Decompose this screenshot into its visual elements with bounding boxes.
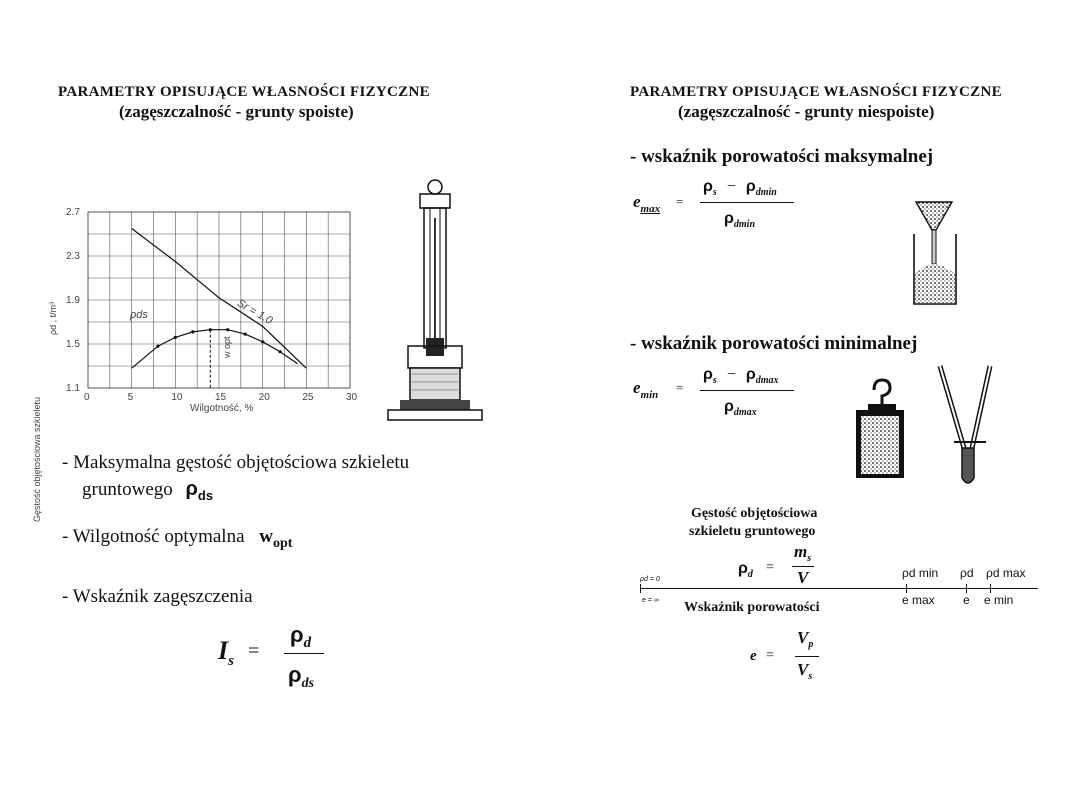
is-formula-fraction-bar bbox=[284, 653, 324, 654]
rho-sub: ds bbox=[197, 488, 214, 503]
density-fraction-bar bbox=[792, 566, 814, 567]
is-formula-eq: = bbox=[248, 640, 260, 662]
axis-rho-d: ρd bbox=[960, 566, 974, 580]
scale-tick-d bbox=[966, 584, 967, 593]
axis-rho-zero: ρd = 0 bbox=[640, 576, 660, 583]
emax-fraction-bar bbox=[700, 202, 794, 203]
x-tick-label: 20 bbox=[258, 392, 270, 403]
emax-formula-lhs: $e_{max}$ bbox=[633, 192, 661, 215]
density-title-line1: Gęstość objętościowa bbox=[691, 506, 818, 521]
bullet-max-void-ratio: - wskaźnik porowatości maksymalnej bbox=[630, 146, 934, 167]
porosity-formula-numerator: $V_p$ bbox=[797, 628, 814, 650]
bullet-compaction-index: - Wskaźnik zagęszczenia bbox=[62, 586, 253, 607]
compaction-point bbox=[261, 340, 264, 343]
axis-e-inf: e = ∞ bbox=[642, 597, 659, 604]
emin-formula-denominator: $\rho_{dmax}$ bbox=[724, 398, 757, 418]
compaction-point bbox=[226, 328, 229, 331]
compaction-point bbox=[174, 336, 177, 339]
x-tick-label: 25 bbox=[302, 392, 314, 403]
x-tick-label: 15 bbox=[215, 392, 227, 403]
axis-e: e bbox=[963, 593, 970, 607]
bullet-min-void-ratio: - wskaźnik porowatości minimalnej bbox=[630, 333, 918, 354]
compaction-point bbox=[279, 350, 282, 353]
wopt-annotation: w opt bbox=[222, 336, 232, 358]
scale-axis-line bbox=[640, 588, 1038, 589]
emax-formula-denominator: $\rho_{dmin}$ bbox=[724, 210, 756, 230]
y-axis-label: Gęstość objętościowa szkieletu bbox=[32, 396, 42, 522]
porosity-formula-denominator: $V_s$ bbox=[797, 660, 813, 682]
porosity-fraction-bar bbox=[795, 656, 819, 657]
is-formula-lhs: $I_s$ bbox=[218, 636, 234, 669]
y-tick-label: 2.7 bbox=[66, 207, 80, 218]
right-subheading: (zagęszczalność - grunty niespoiste) bbox=[678, 102, 935, 121]
left-heading: PARAMETRY OPISUJĄCE WŁASNOŚCI FIZYCZNE bbox=[58, 84, 430, 100]
bullet-max-density-cont bbox=[82, 478, 213, 503]
w-sub: opt bbox=[273, 536, 293, 551]
density-formula-lhs: $\rho_d$ bbox=[738, 560, 753, 580]
y-tick-label: 2.3 bbox=[66, 251, 80, 262]
funnel-cylinder-drawing bbox=[906, 198, 960, 308]
chart-grid bbox=[88, 212, 350, 388]
scale-tick-dmin bbox=[906, 584, 907, 593]
density-formula-numerator: $m_s$ bbox=[794, 542, 812, 564]
emin-formula-numerator: $\rho_s - \rho_{dmax}$ bbox=[703, 366, 779, 386]
porosity-title: Wskaźnik porowatości bbox=[684, 600, 820, 615]
emax-formula-eq: = bbox=[676, 194, 684, 209]
emin-formula-lhs: $e_{min}$ bbox=[633, 378, 659, 401]
emax-formula-numerator: $\rho_s - \rho_{dmin}$ bbox=[703, 178, 777, 198]
y-axis-symbol: ρd , t/m³ bbox=[48, 301, 58, 335]
density-formula-eq: = bbox=[766, 560, 774, 575]
porosity-formula-eq: = bbox=[766, 648, 774, 663]
axis-rho-dmin: ρd min bbox=[902, 566, 939, 580]
axis-e-max: e max bbox=[902, 593, 935, 607]
is-formula-numerator: $\rho_d$ bbox=[290, 622, 312, 651]
x-tick-label: 5 bbox=[127, 392, 134, 403]
is-formula-denominator: $\rho_{ds}$ bbox=[288, 662, 315, 691]
compaction-point bbox=[244, 333, 247, 336]
series-label-sr: Sr = 1.0 bbox=[234, 297, 275, 328]
series-label-rhods: ρds bbox=[130, 309, 148, 321]
axis-rho-dmax: ρd max bbox=[986, 566, 1026, 580]
proctor-apparatus-drawing bbox=[380, 178, 490, 428]
density-formula-denominator: V bbox=[797, 568, 809, 587]
rho-symbol: ρ bbox=[185, 478, 198, 500]
x-tick-label: 10 bbox=[171, 392, 183, 403]
density-title-line2: szkieletu gruntowego bbox=[689, 524, 816, 539]
left-subheading: (zagęszczalność - grunty spoiste) bbox=[119, 102, 354, 121]
x-tick-label: 30 bbox=[346, 392, 358, 403]
x-tick-label: 0 bbox=[84, 392, 90, 403]
bullet-optimal-moisture-text: - Wilgotność optymalna bbox=[62, 526, 245, 547]
w-symbol: w bbox=[259, 526, 274, 547]
y-tick-label: 1.5 bbox=[66, 339, 80, 350]
emin-formula-eq: = bbox=[676, 380, 684, 395]
compaction-point bbox=[191, 330, 194, 333]
scale-tick-zero bbox=[640, 584, 641, 593]
right-heading: PARAMETRY OPISUJĄCE WŁASNOŚCI FIZYCZNE bbox=[630, 84, 1002, 100]
y-tick-label: 1.9 bbox=[66, 295, 80, 306]
x-axis-label: Wilgotność, % bbox=[190, 403, 254, 414]
vibration-mould-drawing bbox=[852, 378, 908, 480]
axis-e-min: e min bbox=[984, 593, 1014, 607]
bullet-optimal-moisture bbox=[62, 526, 292, 552]
scale-tick-dmax bbox=[990, 584, 991, 593]
bullet-max-density-text: gruntowego bbox=[82, 479, 173, 500]
tamper-tongs-drawing bbox=[928, 360, 1000, 490]
emin-fraction-bar bbox=[700, 390, 794, 391]
bullet-max-density: - Maksymalna gęstość objętościowa szkieletu bbox=[62, 452, 410, 473]
y-tick-label: 1.1 bbox=[66, 383, 80, 394]
compaction-point bbox=[156, 345, 159, 348]
porosity-formula-lhs: e bbox=[750, 648, 757, 664]
